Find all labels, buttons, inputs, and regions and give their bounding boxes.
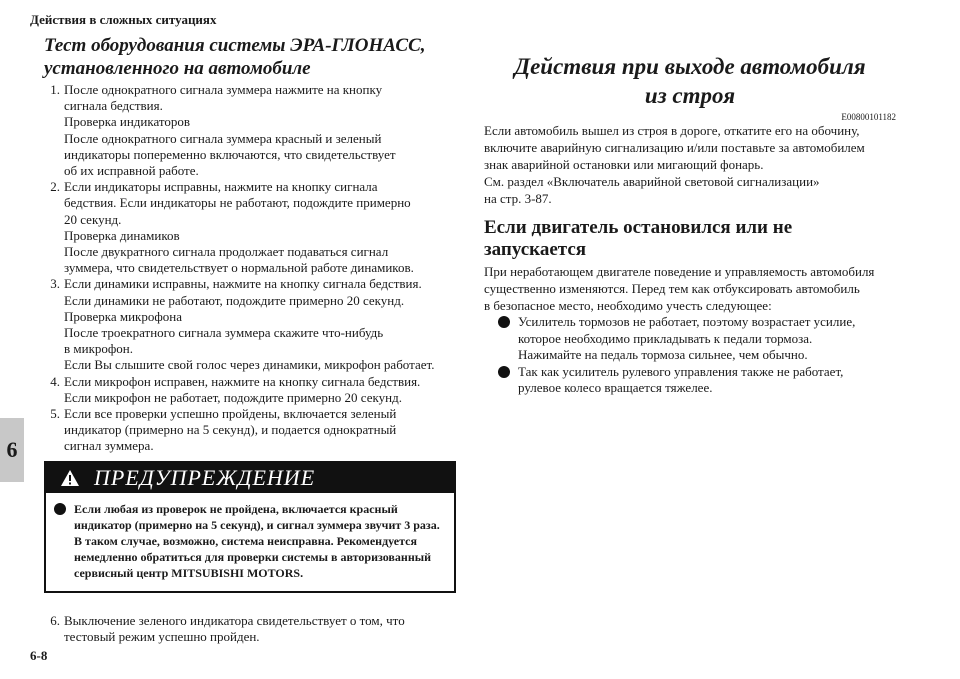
list-item <box>44 406 456 455</box>
document-code: E00800101182 <box>841 112 896 122</box>
step-line: После однократного сигнала зуммера красный и зеленый <box>64 130 382 146</box>
step-line: об их исправной работе. <box>64 163 199 179</box>
warning-body <box>46 493 454 591</box>
list-item <box>44 82 456 179</box>
paragraph-line: существенно изменяются. Перед тем как отбуксировать автомобиль <box>484 281 860 296</box>
warning-line: В таком случае, возможно, система неисправна. Рекомендуется <box>74 533 417 548</box>
bullet-icon <box>498 316 510 328</box>
step-line: индикаторы попеременно включаются, что свидетельствует <box>64 146 396 162</box>
bullet-line: Усилитель тормозов не работает, поэтому возрастает усилие, <box>518 314 856 329</box>
step-line: Проверка микрофона <box>64 308 183 324</box>
engine-intro <box>484 263 896 314</box>
bullet-line: Нажимайте на педаль тормоза сильнее, чем обычно. <box>518 347 808 362</box>
step-number: 1. <box>50 82 60 97</box>
step-line: После двукратного сигнала продолжает подаваться сигнал <box>64 244 389 260</box>
list-item <box>44 179 456 276</box>
bullet-line: которое необходимо прикладывать к педали тормоза. <box>518 330 813 346</box>
warning-triangle-icon <box>60 469 80 487</box>
section-title-glonass <box>44 34 456 80</box>
bullet-line: Так как усилитель рулевого управления также не работает, <box>518 363 844 379</box>
bullet-icon <box>54 503 66 515</box>
step-line: 20 секунд. <box>64 211 122 227</box>
paragraph-line: знак аварийной остановки или мигающий фонарь. <box>484 157 764 172</box>
step-line: зуммера, что свидетельствует о нормальной работе динамиков. <box>64 260 414 276</box>
chapter-tab <box>0 418 24 482</box>
warning-header <box>46 463 454 493</box>
warning-title: ПРЕДУПРЕЖДЕНИЕ <box>94 464 316 490</box>
step-number: 3. <box>50 276 60 292</box>
list-item <box>498 364 896 397</box>
engine-heading: Если двигатель остановился или не запускается <box>484 217 793 260</box>
bullet-icon <box>498 366 510 378</box>
step-line: Проверка индикаторов <box>64 114 191 130</box>
step-line: После троекратного сигнала зуммера скажите что-нибудь <box>64 325 384 341</box>
warning-text <box>74 501 440 581</box>
section-title-line: установленного на автомобиле <box>44 58 311 79</box>
paragraph-line: При неработающем двигателе поведение и управляемость автомобиля <box>484 264 875 279</box>
step-line: Если микрофон исправен, нажмите на кнопку сигнала бедствия. <box>64 373 421 389</box>
list-item <box>498 314 896 364</box>
warning-line: немедленно обратиться для проверки системы в авторизованный <box>74 549 432 564</box>
step-line: Если динамики не работают, подождите примерно 20 секунд. <box>64 292 405 308</box>
step-number: 6. <box>50 612 60 628</box>
step-line: тестовый режим успешно пройден. <box>64 628 260 644</box>
left-column <box>44 34 456 645</box>
section-title-breakdown <box>484 52 896 110</box>
section-title-line: Действия при выходе автомобиля <box>514 54 866 79</box>
list-item <box>44 276 456 373</box>
warning-line: сервисный центр MITSUBISHI MOTORS. <box>74 565 304 580</box>
section-title-line: Тест оборудования системы ЭРА-ГЛОНАСС, <box>44 35 426 56</box>
running-header: Действия в сложных ситуациях <box>30 12 217 27</box>
paragraph-line: на стр. 3-87. <box>484 191 552 206</box>
bullet-line: рулевое колесо вращается тяжелее. <box>518 380 713 395</box>
paragraph-line: См. раздел «Включатель аварийной световой сигнализации» <box>484 174 820 189</box>
step-line: Если динамики исправны, нажмите на кнопку сигнала бедствия. <box>64 276 422 292</box>
right-column <box>484 52 896 397</box>
step-line: После однократного сигнала зуммера нажмите на кнопку <box>64 82 383 97</box>
step-line: Если Вы слышите свой голос через динамики, микрофон работает. <box>64 357 435 373</box>
step-line: Выключение зеленого индикатора свидетельствует о том, что <box>64 612 405 628</box>
step-number: 4. <box>50 373 60 389</box>
step-line: бедствия. Если индикаторы не работают, подождите примерно <box>64 195 411 211</box>
final-step-list <box>44 613 456 645</box>
section-title-line: из строя <box>644 83 736 108</box>
step-line: Если микрофон не работает, подождите примерно 20 секунд. <box>64 389 402 405</box>
step-line: сигнала бедствия. <box>64 98 163 114</box>
paragraph-line: в безопасное место, необходимо учесть следующее: <box>484 298 772 313</box>
step-number: 2. <box>50 179 60 195</box>
step-line: Если все проверки успешно пройдены, включается зеленый <box>64 406 397 422</box>
warning-line: Если любая из проверок не пройдена, включается красный <box>74 501 398 516</box>
chapter-number: 6 <box>6 437 18 462</box>
breakdown-intro <box>484 122 896 207</box>
list-item <box>44 374 456 406</box>
warning-box <box>44 461 456 593</box>
step-number: 5. <box>50 406 60 422</box>
page-number: 6-8 <box>30 648 48 663</box>
test-steps-list <box>44 82 456 455</box>
step-line: Если индикаторы исправны, нажмите на кнопку сигнала <box>64 179 378 195</box>
paragraph-line: Если автомобиль вышел из строя в дороге, откатите его на обочину, <box>484 123 860 138</box>
step-line: в микрофон. <box>64 341 134 357</box>
step-line: сигнал зуммера. <box>64 438 154 454</box>
warning-line: индикатор (примерно на 5 секунд), и сигнал зуммера звучит 3 раза. <box>74 517 440 532</box>
engine-bullets <box>484 314 896 397</box>
step-line: Проверка динамиков <box>64 227 180 243</box>
step-line: индикатор (примерно на 5 секунд), и подается однократный <box>64 422 397 438</box>
paragraph-line: включите аварийную сигнализацию и/или поставьте за автомобилем <box>484 140 865 155</box>
list-item <box>44 613 456 645</box>
